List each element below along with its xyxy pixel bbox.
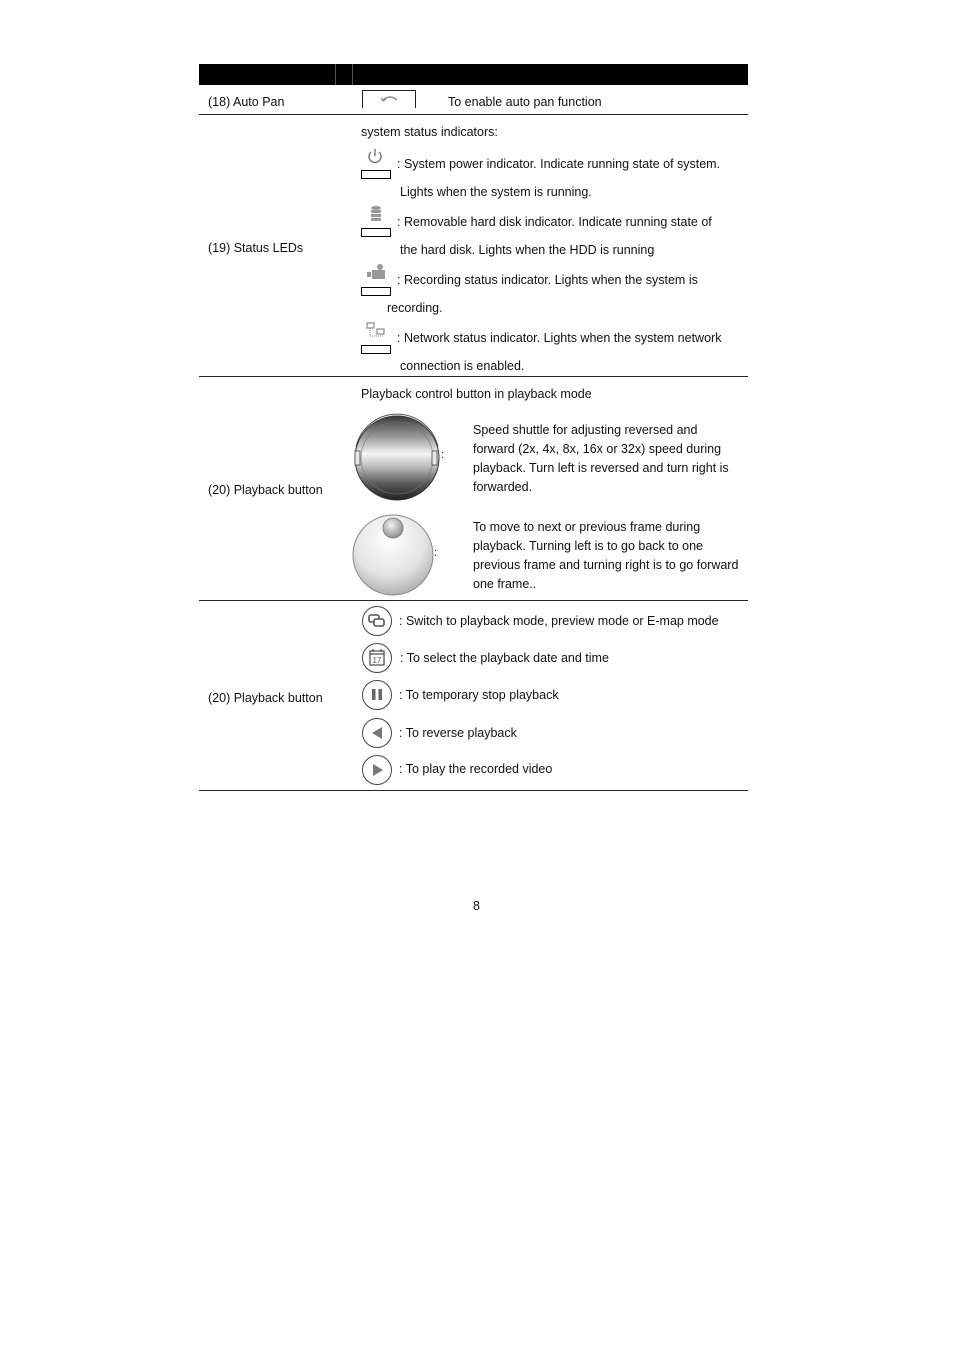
select-date-button[interactable] [362,643,392,673]
reverse-playback-button[interactable] [362,718,392,748]
auto-pan-label: (18) Auto Pan [208,95,285,109]
shuttle-description: Speed shuttle for adjusting reversed and forward (2x, 4x, 8x, 16x or 32x) speed during playback. Turn left is reversed and turn right is forwarded. [473,423,729,494]
recording-camera-icon [365,263,387,281]
jog-dial[interactable] [350,512,438,598]
header-divider [352,64,353,85]
page-number: 8 [473,899,480,913]
pause-button[interactable] [362,680,392,710]
jog-colon: : [434,547,438,559]
select-date-text: : To select the playback date and time [400,651,609,665]
row-divider [199,376,748,377]
network-led-text: connection is enabled. [400,359,525,373]
playback-buttons-label: (20) Playback button [208,691,323,705]
network-icon [365,321,387,339]
network-led-text: : Network status indicator. Lights when the system network [397,331,722,345]
play-icon [363,756,391,784]
power-led-indicator [361,170,391,179]
power-led-text: Lights when the system is running. [400,185,592,199]
hdd-led-text: the hard disk. Lights when the HDD is running [400,243,655,257]
play-button[interactable] [362,755,392,785]
auto-pan-description: To enable auto pan function [448,95,602,109]
switch-mode-icon [363,607,391,635]
calendar-day: 17 [372,656,382,665]
switch-mode-button[interactable] [362,606,392,636]
row-divider [199,114,748,115]
auto-pan-icon [363,91,415,108]
hdd-led-indicator [361,228,391,237]
network-led-indicator [361,345,391,354]
recording-led-text: recording. [387,301,443,315]
power-led-text: : System power indicator. Indicate running state of system. [397,157,721,171]
row-divider [199,790,748,791]
recording-led-text: : Recording status indicator. Lights when the system is [397,273,698,287]
auto-pan-button[interactable] [362,90,416,108]
shuttle-colon: : [441,449,445,461]
reverse-playback-text: : To reverse playback [399,726,517,740]
header-divider [335,64,336,85]
hard-disk-icon [368,205,384,223]
row-divider [199,600,748,601]
playback-knobs-label: (20) Playback button [208,483,323,497]
reverse-play-icon [363,719,391,747]
speed-shuttle-dial[interactable] [350,411,445,503]
hdd-led-text: : Removable hard disk indicator. Indicate running state of [397,215,712,229]
play-text: : To play the recorded video [399,762,553,776]
jog-description: To move to next or previous frame during playback. Turning left is to go back to one previous frame and turning right is to go forward one frame.. [473,520,739,591]
switch-mode-text: : Switch to playback mode, preview mode or E-map mode [399,614,719,628]
power-icon [366,147,384,165]
recording-led-indicator [361,287,391,296]
status-leds-label: (19) Status LEDs [208,241,304,255]
status-leds-intro: system status indicators: [361,125,498,139]
pause-icon [363,681,391,709]
playback-knobs-intro: Playback control button in playback mode [361,387,592,401]
table-header-bar [199,64,748,85]
calendar-icon [363,644,391,672]
pause-text: : To temporary stop playback [399,688,559,702]
